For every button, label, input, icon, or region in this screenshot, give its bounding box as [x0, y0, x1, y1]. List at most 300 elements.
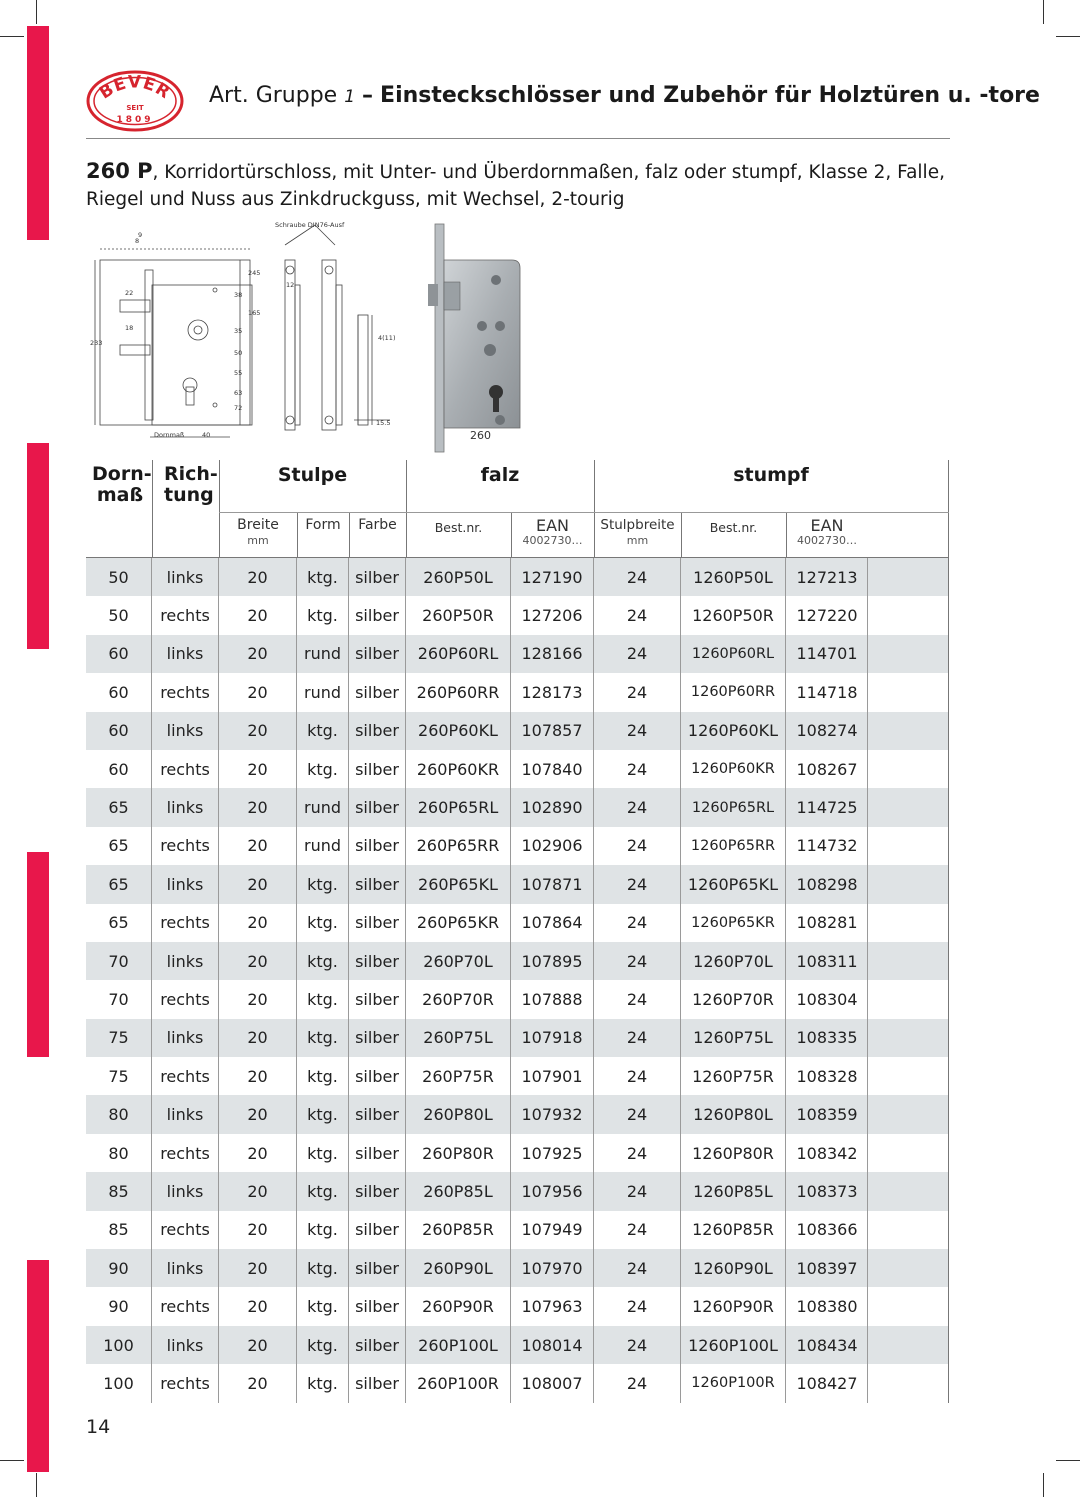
cell-bestnr-stumpf: 1260P100R	[681, 1364, 786, 1402]
cell-richtung: links	[152, 942, 219, 980]
cell-breite: 20	[219, 1287, 297, 1325]
drawing-dim-55: 55	[234, 369, 243, 377]
cell-farbe: silber	[349, 558, 406, 596]
cell-farbe: silber	[349, 1326, 406, 1364]
header-falz: falz	[480, 464, 520, 486]
cell-form: ktg.	[297, 1095, 349, 1133]
cell-bestnr-stumpf: 1260P60KL	[681, 712, 786, 750]
cell-stulpbreite: 24	[594, 1172, 681, 1210]
cell-dornmass: 80	[86, 1134, 152, 1172]
cell-form: ktg.	[297, 942, 349, 980]
cell-breite: 20	[219, 673, 297, 711]
table-row	[86, 827, 949, 865]
cell-ean-stumpf: 114732	[796, 836, 858, 856]
cell-ean-stumpf: 108359	[796, 1105, 858, 1125]
cell-breite: 20	[219, 942, 297, 980]
table-header	[86, 460, 949, 558]
cell-ean-falz: 107949	[511, 1211, 594, 1249]
cell-ean-stumpf: 108298	[796, 874, 858, 894]
cell-form: rund	[297, 827, 349, 865]
cell-richtung: rechts	[152, 904, 219, 942]
cell-dornmass: 65	[86, 788, 152, 826]
cell-stulpbreite: 24	[594, 596, 681, 634]
cell-breite: 20	[219, 1019, 297, 1057]
cell-form: ktg.	[297, 865, 349, 903]
product-description	[86, 158, 956, 213]
cell-dornmass: 80	[86, 1095, 152, 1133]
table-row	[86, 1019, 948, 1057]
cell-stulpbreite: 24	[594, 750, 681, 788]
cell-ean-stumpf: 108366	[796, 1220, 858, 1240]
cell-bestnr-stumpf: 1260P75R	[681, 1057, 786, 1095]
cell-bestnr-falz: 260P50R	[406, 596, 511, 634]
product-code: 260 P	[86, 159, 153, 183]
cell-ean-stumpf: 114725	[796, 798, 858, 818]
table-row	[86, 1057, 949, 1095]
cell-ean-falz: 107840	[511, 750, 594, 788]
cell-dornmass: 60	[86, 635, 152, 673]
cell-stulpbreite: 24	[594, 1095, 681, 1133]
cell-bestnr-falz: 260P100L	[406, 1326, 511, 1364]
title-main: Einsteckschlösser und Zubehör für Holztüren u. -tore	[380, 83, 1040, 108]
cell-richtung: links	[152, 788, 219, 826]
cell-richtung: links	[152, 1095, 219, 1133]
drawing-dim-233: 233	[90, 339, 103, 347]
table-row	[86, 980, 949, 1018]
product-text: , Korridortürschloss, mit Unter- und Überdornmaßen, falz oder stumpf, Klasse 2, Falle, Riegel und Nuss aus Zinkdruckguss, mit Wechsel, 2-tourig	[86, 162, 945, 210]
cell-stulpbreite: 24	[594, 788, 681, 826]
table-row	[86, 673, 949, 711]
cell-ean-stumpf: 108274	[796, 721, 858, 741]
table-row	[86, 712, 948, 750]
cell-breite: 20	[219, 1249, 297, 1287]
cell-breite: 20	[219, 750, 297, 788]
cell-richtung: rechts	[152, 1134, 219, 1172]
cell-ean-stumpf: 108373	[796, 1181, 858, 1201]
cell-farbe: silber	[349, 1019, 406, 1057]
cell-breite: 20	[219, 904, 297, 942]
cell-ean-stumpf: 127213	[796, 567, 858, 587]
cell-bestnr-falz: 260P65RL	[406, 788, 511, 826]
cell-form: rund	[297, 635, 349, 673]
cell-farbe: silber	[349, 827, 406, 865]
cell-form: rund	[297, 673, 349, 711]
cell-farbe: silber	[349, 1364, 406, 1402]
cell-stulpbreite: 24	[594, 980, 681, 1018]
cell-form: ktg.	[297, 750, 349, 788]
cell-bestnr-stumpf: 1260P85R	[681, 1211, 786, 1249]
logo-seit: SEIT	[126, 104, 144, 112]
header-bestnr-stumpf: Best.nr.	[709, 520, 758, 535]
cell-ean-stumpf: 108434	[796, 1335, 858, 1355]
cell-bestnr-stumpf: 1260P65RL	[681, 788, 786, 826]
cell-ean-falz: 128166	[511, 635, 594, 673]
cell-bestnr-stumpf: 1260P65KL	[681, 865, 786, 903]
cell-breite: 20	[219, 712, 297, 750]
logo-word: BEVER	[95, 72, 175, 104]
cell-stulpbreite: 24	[594, 1019, 681, 1057]
cell-breite: 20	[219, 1134, 297, 1172]
cell-bestnr-falz: 260P65KR	[406, 904, 511, 942]
cell-form: ktg.	[297, 1019, 349, 1057]
drawing-dim-40: 40	[202, 431, 211, 439]
drawing-dim-15-5: 15.5	[376, 419, 391, 427]
cell-bestnr-falz: 260P80R	[406, 1134, 511, 1172]
cell-ean-falz: 102906	[511, 827, 594, 865]
table-row	[86, 788, 948, 826]
page-title	[209, 83, 1040, 108]
header-richtung: Rich- tung	[164, 463, 218, 506]
cell-ean-falz: 107925	[511, 1134, 594, 1172]
cell-bestnr-stumpf: 1260P100L	[681, 1326, 786, 1364]
table-row	[86, 635, 948, 673]
cell-dornmass: 70	[86, 942, 152, 980]
cell-ean-falz: 108007	[511, 1364, 594, 1402]
table-row	[86, 1095, 948, 1133]
cell-farbe: silber	[349, 1287, 406, 1325]
cell-ean-falz: 107932	[511, 1095, 594, 1133]
cell-farbe: silber	[349, 904, 406, 942]
cell-bestnr-falz: 260P85R	[406, 1211, 511, 1249]
cell-richtung: links	[152, 1019, 219, 1057]
cell-breite: 20	[219, 827, 297, 865]
cell-bestnr-falz: 260P75R	[406, 1057, 511, 1095]
cell-breite: 20	[219, 1172, 297, 1210]
drawing-dim-63: 63	[234, 389, 243, 397]
cell-bestnr-stumpf: 1260P70R	[681, 980, 786, 1018]
cell-ean-stumpf: 108328	[796, 1066, 858, 1086]
cell-bestnr-stumpf: 1260P60RL	[681, 635, 786, 673]
cell-stulpbreite: 24	[594, 1326, 681, 1364]
cell-form: ktg.	[297, 1364, 349, 1402]
cell-bestnr-falz: 260P90L	[406, 1249, 511, 1287]
cell-farbe: silber	[349, 1057, 406, 1095]
cell-ean-falz: 107895	[511, 942, 594, 980]
header-divider	[86, 138, 950, 139]
cell-bestnr-stumpf: 1260P75L	[681, 1019, 786, 1057]
cell-farbe: silber	[349, 673, 406, 711]
cell-farbe: silber	[349, 1172, 406, 1210]
cell-ean-stumpf: 108397	[796, 1258, 858, 1278]
cell-bestnr-stumpf: 1260P65KR	[681, 904, 786, 942]
cell-richtung: links	[152, 1172, 219, 1210]
cell-farbe: silber	[349, 712, 406, 750]
crop-mark-top-left-h	[0, 36, 24, 37]
cell-bestnr-stumpf: 1260P60RR	[681, 673, 786, 711]
cell-farbe: silber	[349, 1134, 406, 1172]
drawing-dim-72: 72	[234, 404, 243, 412]
cell-form: ktg.	[297, 904, 349, 942]
cell-stulpbreite: 24	[594, 1057, 681, 1095]
cell-richtung: rechts	[152, 980, 219, 1018]
cell-bestnr-falz: 260P100R	[406, 1364, 511, 1402]
cell-bestnr-falz: 260P50L	[406, 558, 511, 596]
page-number: 14	[86, 1416, 111, 1438]
drawing-dim-245: 245	[248, 269, 261, 277]
cell-bestnr-falz: 260P90R	[406, 1287, 511, 1325]
cell-bestnr-falz: 260P80L	[406, 1095, 511, 1133]
crop-mark-bottom-right-h	[1056, 1460, 1080, 1461]
table-row	[86, 1211, 949, 1249]
cell-breite: 20	[219, 980, 297, 1018]
cell-breite: 20	[219, 788, 297, 826]
cell-bestnr-stumpf: 1260P80R	[681, 1134, 786, 1172]
table-row	[86, 865, 948, 903]
table-row	[86, 558, 948, 596]
cell-ean-stumpf: 127220	[796, 606, 858, 626]
cell-bestnr-falz: 260P65RR	[406, 827, 511, 865]
cell-dornmass: 90	[86, 1287, 152, 1325]
table-row	[86, 1364, 949, 1402]
crop-mark-top-right-h	[1056, 36, 1080, 37]
header-stumpf: stumpf	[733, 464, 809, 486]
crop-mark-top-right-v	[1043, 0, 1044, 24]
drawing-dim-22: 22	[125, 289, 134, 297]
cell-stulpbreite: 24	[594, 635, 681, 673]
cell-farbe: silber	[349, 1249, 406, 1287]
lock-photo	[420, 222, 530, 454]
cell-richtung: links	[152, 865, 219, 903]
drawing-label-dornmass: Dornmaß	[154, 431, 185, 439]
table-row	[86, 1287, 949, 1325]
cell-farbe: silber	[349, 635, 406, 673]
crop-mark-bottom-left-h	[0, 1460, 24, 1461]
cell-ean-stumpf: 108380	[796, 1297, 858, 1317]
cell-form: ktg.	[297, 596, 349, 634]
header-stulpbreite: Stulpbreite mm	[600, 517, 675, 547]
cell-breite: 20	[219, 1364, 297, 1402]
cell-dornmass: 60	[86, 712, 152, 750]
cell-ean-stumpf: 114718	[796, 682, 858, 702]
cell-ean-falz: 127206	[511, 596, 594, 634]
cell-dornmass: 50	[86, 558, 152, 596]
header-bestnr-falz: Best.nr.	[434, 520, 483, 535]
drawing-dim-165: 165	[248, 309, 261, 317]
header-farbe: Farbe	[358, 517, 397, 533]
cell-bestnr-falz: 260P75L	[406, 1019, 511, 1057]
cell-bestnr-stumpf: 1260P50R	[681, 596, 786, 634]
cell-ean-falz: 107871	[511, 865, 594, 903]
logo-year: 1809	[116, 115, 154, 125]
cell-ean-falz: 107970	[511, 1249, 594, 1287]
cell-dornmass: 65	[86, 904, 152, 942]
cell-richtung: links	[152, 1249, 219, 1287]
cell-form: rund	[297, 788, 349, 826]
group-number: 1	[344, 87, 356, 107]
cell-bestnr-stumpf: 1260P65RR	[681, 827, 786, 865]
cell-ean-falz: 107956	[511, 1172, 594, 1210]
cell-ean-falz: 128173	[511, 673, 594, 711]
cell-ean-falz: 108014	[511, 1326, 594, 1364]
cell-dornmass: 75	[86, 1019, 152, 1057]
table-row	[86, 750, 949, 788]
cell-breite: 20	[219, 558, 297, 596]
cell-farbe: silber	[349, 750, 406, 788]
cell-bestnr-falz: 260P70L	[406, 942, 511, 980]
drawing-dim-50: 50	[234, 349, 243, 357]
cell-breite: 20	[219, 635, 297, 673]
drawing-dim-12: 12	[286, 281, 295, 289]
drawing-dim-18: 18	[125, 324, 134, 332]
cell-dornmass: 85	[86, 1211, 152, 1249]
cell-stulpbreite: 24	[594, 712, 681, 750]
cell-bestnr-falz: 260P60RR	[406, 673, 511, 711]
cell-farbe: silber	[349, 788, 406, 826]
cell-stulpbreite: 24	[594, 1364, 681, 1402]
crop-mark-bottom-right-v	[1043, 1473, 1044, 1497]
cell-form: ktg.	[297, 1211, 349, 1249]
drawing-dim-4-11: 4(11)	[378, 334, 396, 342]
cell-dornmass: 75	[86, 1057, 152, 1095]
cell-bestnr-falz: 260P60KR	[406, 750, 511, 788]
cell-richtung: links	[152, 558, 219, 596]
cell-bestnr-falz: 260P85L	[406, 1172, 511, 1210]
side-tab-4	[27, 1260, 49, 1472]
cell-breite: 20	[219, 596, 297, 634]
cell-stulpbreite: 24	[594, 1249, 681, 1287]
cell-form: ktg.	[297, 1172, 349, 1210]
cell-breite: 20	[219, 1326, 297, 1364]
cell-form: ktg.	[297, 558, 349, 596]
photo-caption: 260	[470, 429, 491, 442]
cell-richtung: links	[152, 1326, 219, 1364]
cell-ean-stumpf: 108267	[796, 759, 858, 779]
cell-bestnr-stumpf: 1260P85L	[681, 1172, 786, 1210]
cell-dornmass: 70	[86, 980, 152, 1018]
cell-stulpbreite: 24	[594, 827, 681, 865]
cell-farbe: silber	[349, 942, 406, 980]
cell-breite: 20	[219, 1211, 297, 1249]
table-row	[86, 1249, 948, 1287]
cell-richtung: rechts	[152, 1057, 219, 1095]
drawing-dim-8: 8	[135, 237, 140, 245]
cell-bestnr-falz: 260P70R	[406, 980, 511, 1018]
cell-ean-falz: 107963	[511, 1287, 594, 1325]
cell-richtung: rechts	[152, 750, 219, 788]
cell-ean-falz: 107901	[511, 1057, 594, 1095]
cell-stulpbreite: 24	[594, 865, 681, 903]
header-ean-falz: EAN 4002730…	[522, 516, 583, 547]
drawing-dim-38: 38	[234, 291, 243, 299]
cell-ean-falz: 107918	[511, 1019, 594, 1057]
side-tab-1	[27, 26, 49, 240]
technical-drawing	[90, 215, 410, 445]
cell-bestnr-falz: 260P60KL	[406, 712, 511, 750]
cell-ean-stumpf: 108335	[796, 1028, 858, 1048]
cell-dornmass: 60	[86, 750, 152, 788]
cell-form: ktg.	[297, 1134, 349, 1172]
cell-bestnr-stumpf: 1260P50L	[681, 558, 786, 596]
cell-stulpbreite: 24	[594, 1134, 681, 1172]
side-tab-3	[27, 852, 49, 1057]
table-row	[86, 942, 948, 980]
cell-form: ktg.	[297, 1287, 349, 1325]
cell-stulpbreite: 24	[594, 1211, 681, 1249]
cell-dornmass: 90	[86, 1249, 152, 1287]
cell-richtung: rechts	[152, 827, 219, 865]
cell-farbe: silber	[349, 1095, 406, 1133]
cell-form: ktg.	[297, 980, 349, 1018]
drawing-dim-9: 9	[138, 231, 143, 239]
cell-richtung: rechts	[152, 596, 219, 634]
title-prefix: Art. Gruppe	[209, 83, 338, 108]
cell-stulpbreite: 24	[594, 1287, 681, 1325]
drawing-note: Schraube DIN76-Ausf	[275, 221, 345, 229]
cell-richtung: links	[152, 712, 219, 750]
cell-richtung: rechts	[152, 1211, 219, 1249]
header-stulpe: Stulpe	[277, 464, 348, 486]
side-tab-2	[27, 443, 49, 649]
drawing-dim-35: 35	[234, 327, 243, 335]
table-row	[86, 1172, 948, 1210]
cell-form: ktg.	[297, 1249, 349, 1287]
cell-dornmass: 65	[86, 865, 152, 903]
table-row	[86, 904, 949, 942]
cell-dornmass: 60	[86, 673, 152, 711]
header-ean-stumpf: EAN 4002730…	[797, 516, 857, 547]
cell-dornmass: 100	[86, 1326, 152, 1364]
cell-farbe: silber	[349, 596, 406, 634]
cell-ean-falz: 102890	[511, 788, 594, 826]
cell-ean-falz: 107857	[511, 712, 594, 750]
cell-richtung: rechts	[152, 673, 219, 711]
cell-dornmass: 85	[86, 1172, 152, 1210]
cell-bestnr-stumpf: 1260P60KR	[681, 750, 786, 788]
header-form: Form	[305, 517, 341, 533]
cell-form: ktg.	[297, 1326, 349, 1364]
cell-stulpbreite: 24	[594, 942, 681, 980]
crop-mark-bottom-left-v	[36, 1473, 37, 1497]
cell-richtung: rechts	[152, 1364, 219, 1402]
header-dornmass: Dorn- maß	[92, 463, 152, 506]
cell-ean-stumpf: 108311	[796, 951, 858, 971]
cell-bestnr-stumpf: 1260P90L	[681, 1249, 786, 1287]
cell-ean-stumpf: 108304	[796, 989, 858, 1009]
cell-stulpbreite: 24	[594, 558, 681, 596]
cell-breite: 20	[219, 1095, 297, 1133]
cell-ean-falz: 107864	[511, 904, 594, 942]
table-body	[86, 558, 949, 1403]
table-row	[86, 596, 949, 634]
cell-bestnr-falz: 260P60RL	[406, 635, 511, 673]
cell-bestnr-falz: 260P65KL	[406, 865, 511, 903]
cell-farbe: silber	[349, 980, 406, 1018]
cell-form: ktg.	[297, 712, 349, 750]
cell-form: ktg.	[297, 1057, 349, 1095]
bever-logo	[86, 70, 184, 132]
cell-breite: 20	[219, 1057, 297, 1095]
cell-bestnr-stumpf: 1260P70L	[681, 942, 786, 980]
cell-richtung: links	[152, 635, 219, 673]
cell-ean-falz: 107888	[511, 980, 594, 1018]
table-row	[86, 1134, 949, 1172]
cell-ean-stumpf: 108281	[796, 913, 858, 933]
title-dash: –	[362, 83, 374, 108]
cell-ean-stumpf: 108342	[796, 1143, 858, 1163]
cell-ean-stumpf: 114701	[796, 644, 858, 664]
cell-ean-stumpf: 108427	[796, 1373, 858, 1393]
cell-farbe: silber	[349, 865, 406, 903]
cell-richtung: rechts	[152, 1287, 219, 1325]
cell-dornmass: 100	[86, 1364, 152, 1402]
cell-bestnr-stumpf: 1260P80L	[681, 1095, 786, 1133]
cell-bestnr-stumpf: 1260P90R	[681, 1287, 786, 1325]
cell-stulpbreite: 24	[594, 904, 681, 942]
cell-farbe: silber	[349, 1211, 406, 1249]
crop-mark-top-left-v	[36, 0, 37, 24]
cell-ean-falz: 127190	[511, 558, 594, 596]
header-breite: Breite mm	[237, 517, 279, 547]
